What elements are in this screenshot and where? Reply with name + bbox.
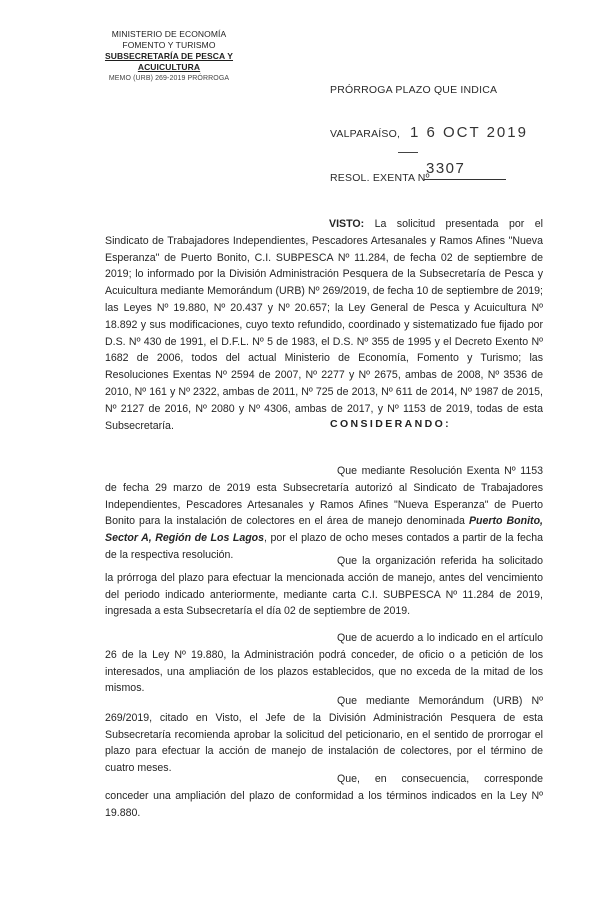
date-stamp: 1 6 OCT 2019 bbox=[410, 124, 528, 141]
ministry-line2: FOMENTO Y TURISMO bbox=[122, 40, 216, 50]
considerando-paragraph-5 bbox=[105, 771, 543, 821]
date-dash bbox=[398, 152, 418, 153]
paragraph-4-text: Que mediante Memorándum (URB) Nº 269/2019, citado en Visto, el Jefe de la División Administración Pesquera de esta Subsecretaría recomienda aprobar la solicitud del peticionario, en el sentido de prorrogar el plazo para efectuar la acción de manejo de instalación de colectores, por el término de cuatro meses. bbox=[105, 695, 543, 775]
visto-label: VISTO: bbox=[329, 218, 365, 230]
considerando-paragraph-3 bbox=[105, 630, 543, 697]
paragraph-1-area: Puerto Bonito, Sector A, Región de Los Lagos bbox=[105, 515, 543, 545]
subsecretaria-name: SUBSECRETARÍA DE PESCA Y ACUICULTURA bbox=[104, 51, 234, 72]
paragraph-2-text: Que la organización referida ha solicitado la prórroga del plazo para efectuar la mencionada acción de manejo, antes del vencimiento del periodo indicado anteriormente, mediante carta C.I. SUBPESCA Nº 11.284 de 2019, ingresada a esta Subsecretaría el día 02 de septiembre de 2019. bbox=[105, 555, 543, 618]
memo-reference: MEMO (URB) 269-2019 PRÓRROGA bbox=[108, 75, 230, 82]
visto-paragraph bbox=[105, 216, 543, 434]
paragraph-5-text: Que, en consecuencia, corresponde conceder una ampliación del plazo de conformidad a los términos indicados en la Ley Nº 19.880. bbox=[105, 773, 543, 819]
considerando-paragraph-2 bbox=[105, 553, 543, 620]
visto-text: La solicitud presentada por el Sindicato de Trabajadores Independientes, Pescadores Artesanales y Ramos Afines "Nueva Esperanza" de Puerto Bonito, C.I. SUBPESCA Nº 11.284, de fecha 02 de septiembre de 2019; lo informado por la División Administración Pesquera de la Subsecretaría de Pesca y Acuicultura mediante Memorándum (URB) Nº 269/2019, de fecha 10 de septiembre de 2019; las Leyes Nº 19.880, Nº 20.437 y Nº 20.657; la Ley General de Pesca y Acuicultura Nº 18.892 y sus modificaciones, cuyo texto refundido, coordinado y sistematizado fue fijado por D.S. Nº 430 de 1991, el D.F.L. Nº 5 de 1983, el D.S. Nº 355 de 1995 y el Decreto Exento Nº 1682 de 2006, todos del actual Ministerio de Economía, Fomento y Turismo; las Resoluciones Exentas Nº 2594 de 2007, Nº 2277 y Nº 2675, ambas de 2008, Nº 3536 de 2010, Nº 161 y Nº 2322, ambas de 2011, Nº 725 de 2013, Nº 611 de 2014, Nº 1987 de 2015, Nº 2127 de 2016, Nº 2080 y Nº 4306, ambas de 2017, y Nº 1153 de 2019, todas de esta Subsecretaría. bbox=[105, 218, 543, 432]
ministry-name: MINISTERIO DE ECONOMÍA bbox=[111, 29, 227, 39]
paragraph-3-text: Que de acuerdo a lo indicado en el artículo 26 de la Ley Nº 19.880, la Administración podrá conceder, de oficio o a petición de los interesados, una ampliación de los plazos establecidos, que no exceda de la mitad de los mismos. bbox=[105, 632, 543, 695]
resolution-number bbox=[424, 160, 506, 180]
considerando-heading: CONSIDERANDO: bbox=[330, 418, 452, 430]
considerando-paragraph-1 bbox=[105, 463, 543, 564]
paragraph-1-text-a: Que mediante Resolución Exenta Nº 1153 de fecha 29 marzo de 2019 esta Subsecretaría autorizó al Sindicato de Trabajadores Independientes, Pescadores Artesanales y Ramos Afines "Nueva Esperanza" de Puerto Bonito para la instalación de colectores en el área de manejo denominada bbox=[105, 465, 543, 528]
letterhead bbox=[84, 29, 254, 84]
resolution-number-value: 3307 bbox=[426, 160, 466, 177]
resolution-label: RESOL. EXENTA Nº bbox=[330, 172, 430, 184]
paragraph-1-text-b: , por el plazo de ocho meses contados a partir de la fecha de la respectiva resolución. bbox=[105, 532, 543, 561]
subject-line: PRÓRROGA PLAZO QUE INDICA bbox=[330, 84, 498, 96]
place-label: VALPARAÍSO, bbox=[330, 128, 401, 140]
considerando-paragraph-4 bbox=[105, 693, 543, 777]
